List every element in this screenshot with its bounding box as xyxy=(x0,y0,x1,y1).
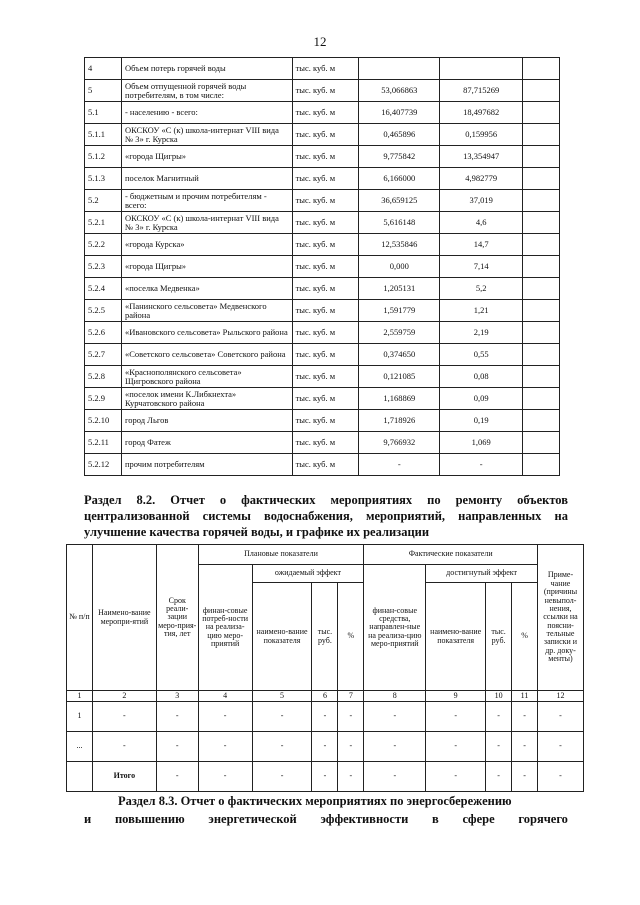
table-cell: - xyxy=(338,762,364,792)
table-cell: - xyxy=(338,702,364,732)
heading-word: и xyxy=(84,812,92,826)
table-cell: - xyxy=(312,762,338,792)
row-value-2: 14,7 xyxy=(440,234,523,256)
row-name: «Ивановского сельсовета» Рыльского района xyxy=(121,322,292,344)
row-unit: тыс. куб. м xyxy=(292,124,359,146)
row-name: «Краснополянского сельсовета» Щигровского района xyxy=(121,366,292,388)
column-number: 2 xyxy=(92,691,156,702)
table-cell: - xyxy=(364,732,426,762)
table-row xyxy=(67,702,584,732)
page-number: 12 xyxy=(313,34,327,49)
row-unit: тыс. куб. м xyxy=(292,278,359,300)
table-row xyxy=(85,366,560,388)
row-number: 5.2.5 xyxy=(85,300,122,322)
table-row xyxy=(85,410,560,432)
row-number: 5 xyxy=(85,80,122,102)
row-name: «города Курска» xyxy=(121,234,292,256)
table-cell: - xyxy=(156,702,198,732)
row-number: 5.2.10 xyxy=(85,410,122,432)
heading-word: эффективности xyxy=(320,812,409,826)
row-number: 5.1.1 xyxy=(85,124,122,146)
table-row xyxy=(85,344,560,366)
row-unit: тыс. куб. м xyxy=(292,344,359,366)
row-value-2: 7,14 xyxy=(440,256,523,278)
section-8-3-heading-continued xyxy=(84,811,568,827)
row-value-1: 12,535846 xyxy=(359,234,440,256)
row-empty-cell xyxy=(523,102,560,124)
row-value-1: 1,591779 xyxy=(359,300,440,322)
row-name: Объем потерь горячей воды xyxy=(121,58,292,80)
row-number: 5.2.3 xyxy=(85,256,122,278)
column-number: 6 xyxy=(312,691,338,702)
table-cell: - xyxy=(252,762,312,792)
row-value-2: 1,069 xyxy=(440,432,523,454)
row-number: 5.1.2 xyxy=(85,146,122,168)
table-cell: - xyxy=(312,732,338,762)
row-number: 5.2.8 xyxy=(85,366,122,388)
row-empty-cell xyxy=(523,168,560,190)
table-cell: - xyxy=(512,732,538,762)
row-unit: тыс. куб. м xyxy=(292,190,359,212)
row-name: «Панинского сельсовета» Медвенского района xyxy=(121,300,292,322)
row-unit: тыс. куб. м xyxy=(292,322,359,344)
row-value-2: 0,08 xyxy=(440,366,523,388)
table-cell: - xyxy=(537,762,583,792)
table-cell: - xyxy=(364,762,426,792)
row-number: 4 xyxy=(85,58,122,80)
row-value-1: 1,205131 xyxy=(359,278,440,300)
row-value-2: - xyxy=(440,454,523,476)
row-empty-cell xyxy=(523,278,560,300)
section-8-3-heading: Раздел 8.3. Отчет о фактических мероприятиях по энергосбережению xyxy=(118,794,512,808)
expected-effect-header: ожидаемый эффект xyxy=(252,565,364,583)
row-empty-cell xyxy=(523,146,560,168)
row-value-1: 53,066863 xyxy=(359,80,440,102)
table-cell xyxy=(67,762,93,792)
hot-water-volume-table xyxy=(84,57,560,476)
table-cell: - xyxy=(198,732,252,762)
table-row xyxy=(85,454,560,476)
table-cell: - xyxy=(156,732,198,762)
row-value-2: 0,159956 xyxy=(440,124,523,146)
row-value-1: 9,775842 xyxy=(359,146,440,168)
row-value-2: 0,19 xyxy=(440,410,523,432)
column-number: 1 xyxy=(67,691,93,702)
row-empty-cell xyxy=(523,58,560,80)
table-row xyxy=(85,146,560,168)
table-row xyxy=(85,388,560,410)
row-number: 5.2.9 xyxy=(85,388,122,410)
row-unit: тыс. куб. м xyxy=(292,410,359,432)
row-name: «поселок имени К.Либкнехта» Курчатовского района xyxy=(121,388,292,410)
table-row xyxy=(85,124,560,146)
plan-indicators-header: Плановые показатели xyxy=(198,545,364,565)
table-cell: - xyxy=(426,702,486,732)
table-cell: - xyxy=(537,702,583,732)
table-row xyxy=(67,762,584,792)
row-value-1: 2,559759 xyxy=(359,322,440,344)
table-cell: - xyxy=(312,702,338,732)
achieved-effect-header: достигнутый эффект xyxy=(426,565,538,583)
row-value-2: 87,715269 xyxy=(440,80,523,102)
fact-financing-header: финан-совые средства, направлен-ные на реализа-цию меро-приятий xyxy=(364,565,426,691)
table-row xyxy=(67,732,584,762)
row-empty-cell xyxy=(523,300,560,322)
col-note-header: Приме-чание (причины невыпол-нения, ссылки на поясни-тельные записки и др. доку-менты) xyxy=(537,545,583,691)
row-unit: тыс. куб. м xyxy=(292,58,359,80)
table-row xyxy=(85,168,560,190)
row-unit: тыс. куб. м xyxy=(292,102,359,124)
row-empty-cell xyxy=(523,212,560,234)
column-number: 7 xyxy=(338,691,364,702)
fact-indicators-header: Фактические показатели xyxy=(364,545,538,565)
row-unit: тыс. куб. м xyxy=(292,168,359,190)
table-row xyxy=(85,58,560,80)
col-name-header: Наимено-вание меропри-ятий xyxy=(92,545,156,691)
row-name: «города Щигры» xyxy=(121,256,292,278)
row-number: 5.2.7 xyxy=(85,344,122,366)
row-number: 5.1.3 xyxy=(85,168,122,190)
row-unit: тыс. куб. м xyxy=(292,256,359,278)
repair-measures-table xyxy=(66,544,584,792)
table-row xyxy=(85,432,560,454)
table-cell: ... xyxy=(67,732,93,762)
row-value-1: 9,766932 xyxy=(359,432,440,454)
row-number: 5.2.11 xyxy=(85,432,122,454)
plan-indicator-header: наимено-вание показателя xyxy=(252,583,312,691)
table-cell: Итого xyxy=(92,762,156,792)
fact-indicator-header: наимено-вание показателя xyxy=(426,583,486,691)
fact-pct-header: % xyxy=(512,583,538,691)
row-name: прочим потребителям xyxy=(121,454,292,476)
row-value-2: 18,497682 xyxy=(440,102,523,124)
table-row xyxy=(85,102,560,124)
row-empty-cell xyxy=(523,388,560,410)
row-value-1: 0,374650 xyxy=(359,344,440,366)
row-value-2: 13,354947 xyxy=(440,146,523,168)
row-number: 5.2 xyxy=(85,190,122,212)
row-empty-cell xyxy=(523,410,560,432)
table-cell: - xyxy=(92,702,156,732)
table-cell: 1 xyxy=(67,702,93,732)
table-cell: - xyxy=(486,732,512,762)
row-unit: тыс. куб. м xyxy=(292,300,359,322)
row-value-2: 4,982779 xyxy=(440,168,523,190)
plan-pct-header: % xyxy=(338,583,364,691)
row-value-2: 4,6 xyxy=(440,212,523,234)
row-name: - населению - всего: xyxy=(121,102,292,124)
table-row xyxy=(85,300,560,322)
row-number: 5.2.1 xyxy=(85,212,122,234)
row-empty-cell xyxy=(523,234,560,256)
row-unit: тыс. куб. м xyxy=(292,80,359,102)
row-name: Объем отпущенной горячей воды потребителям, в том числе: xyxy=(121,80,292,102)
row-empty-cell xyxy=(523,256,560,278)
row-empty-cell xyxy=(523,432,560,454)
heading-word: энергетической xyxy=(208,812,297,826)
row-value-1: - xyxy=(359,454,440,476)
table-cell: - xyxy=(426,762,486,792)
row-value-1: 0,000 xyxy=(359,256,440,278)
row-unit: тыс. куб. м xyxy=(292,234,359,256)
heading-word: сфере xyxy=(462,812,495,826)
row-empty-cell xyxy=(523,344,560,366)
table-cell: - xyxy=(252,702,312,732)
table-cell: - xyxy=(198,702,252,732)
row-value-1: 0,121085 xyxy=(359,366,440,388)
row-value-2 xyxy=(440,58,523,80)
row-empty-cell xyxy=(523,124,560,146)
row-name: «поселка Медвенка» xyxy=(121,278,292,300)
table-cell: - xyxy=(486,762,512,792)
column-number: 10 xyxy=(486,691,512,702)
heading-word: повышению xyxy=(114,812,185,826)
table-cell: - xyxy=(426,732,486,762)
row-number: 5.2.12 xyxy=(85,454,122,476)
row-name: город Льгов xyxy=(121,410,292,432)
table-cell: - xyxy=(198,762,252,792)
column-number: 12 xyxy=(537,691,583,702)
section-8-2-heading: Раздел 8.2. Отчет о фактических мероприятиях по ремонту объектов централизованной системы водоснабжения, мероприятий, направленных на улучшение качества горячей воды, и графике их реализации xyxy=(84,493,568,539)
table-row xyxy=(85,322,560,344)
row-value-2: 37,019 xyxy=(440,190,523,212)
column-number: 4 xyxy=(198,691,252,702)
table-row xyxy=(85,212,560,234)
table-row xyxy=(85,278,560,300)
table-cell: - xyxy=(252,732,312,762)
row-empty-cell xyxy=(523,366,560,388)
col-number-header: № п/п xyxy=(67,545,93,691)
column-number: 8 xyxy=(364,691,426,702)
row-value-2: 0,55 xyxy=(440,344,523,366)
row-value-2: 5,2 xyxy=(440,278,523,300)
row-value-1: 16,407739 xyxy=(359,102,440,124)
row-number: 5.2.6 xyxy=(85,322,122,344)
heading-word: в xyxy=(432,812,439,826)
row-name: поселок Магнитный xyxy=(121,168,292,190)
row-value-1 xyxy=(359,58,440,80)
row-name: «города Щигры» xyxy=(121,146,292,168)
column-numbers-row xyxy=(67,691,584,702)
table-cell: - xyxy=(156,762,198,792)
row-name: город Фатеж xyxy=(121,432,292,454)
row-empty-cell xyxy=(523,190,560,212)
row-value-1: 36,659125 xyxy=(359,190,440,212)
fact-rub-header: тыс. руб. xyxy=(486,583,512,691)
column-number: 11 xyxy=(512,691,538,702)
row-name: ОКСКОУ «С (к) школа-интернат VIII вида № 3» г. Курска xyxy=(121,212,292,234)
row-unit: тыс. куб. м xyxy=(292,366,359,388)
row-value-1: 6,166000 xyxy=(359,168,440,190)
table-cell: - xyxy=(364,702,426,732)
table-row xyxy=(85,190,560,212)
table-cell: - xyxy=(92,732,156,762)
row-value-2: 0,09 xyxy=(440,388,523,410)
heading-word: горячего xyxy=(518,812,568,826)
row-value-1: 5,616148 xyxy=(359,212,440,234)
table-cell: - xyxy=(512,762,538,792)
row-name: ОКСКОУ «С (к) школа-интернат VIII вида № 3» г. Курска xyxy=(121,124,292,146)
table-row xyxy=(85,256,560,278)
col-term-header: Срок реали-зации меро-прия-тия, лет xyxy=(156,545,198,691)
row-value-1: 1,718926 xyxy=(359,410,440,432)
row-number: 5.2.4 xyxy=(85,278,122,300)
row-number: 5.1 xyxy=(85,102,122,124)
row-name: «Советского сельсовета» Советского района xyxy=(121,344,292,366)
table-row xyxy=(85,80,560,102)
plan-financing-header: финан-совые потреб-ности на реализа-цию меро-приятий xyxy=(198,565,252,691)
row-value-2: 1,21 xyxy=(440,300,523,322)
column-number: 3 xyxy=(156,691,198,702)
row-unit: тыс. куб. м xyxy=(292,388,359,410)
row-unit: тыс. куб. м xyxy=(292,212,359,234)
table-cell: - xyxy=(338,732,364,762)
table-row xyxy=(85,234,560,256)
row-unit: тыс. куб. м xyxy=(292,432,359,454)
table-cell: - xyxy=(486,702,512,732)
row-name: - бюджетным и прочим потребителям - всего: xyxy=(121,190,292,212)
row-number: 5.2.2 xyxy=(85,234,122,256)
row-value-2: 2,19 xyxy=(440,322,523,344)
column-number: 9 xyxy=(426,691,486,702)
row-empty-cell xyxy=(523,322,560,344)
row-empty-cell xyxy=(523,454,560,476)
column-number: 5 xyxy=(252,691,312,702)
row-empty-cell xyxy=(523,80,560,102)
row-unit: тыс. куб. м xyxy=(292,454,359,476)
row-value-1: 0,465896 xyxy=(359,124,440,146)
row-value-1: 1,168869 xyxy=(359,388,440,410)
plan-rub-header: тыс. руб. xyxy=(312,583,338,691)
table-cell: - xyxy=(537,732,583,762)
row-unit: тыс. куб. м xyxy=(292,146,359,168)
table-cell: - xyxy=(512,702,538,732)
